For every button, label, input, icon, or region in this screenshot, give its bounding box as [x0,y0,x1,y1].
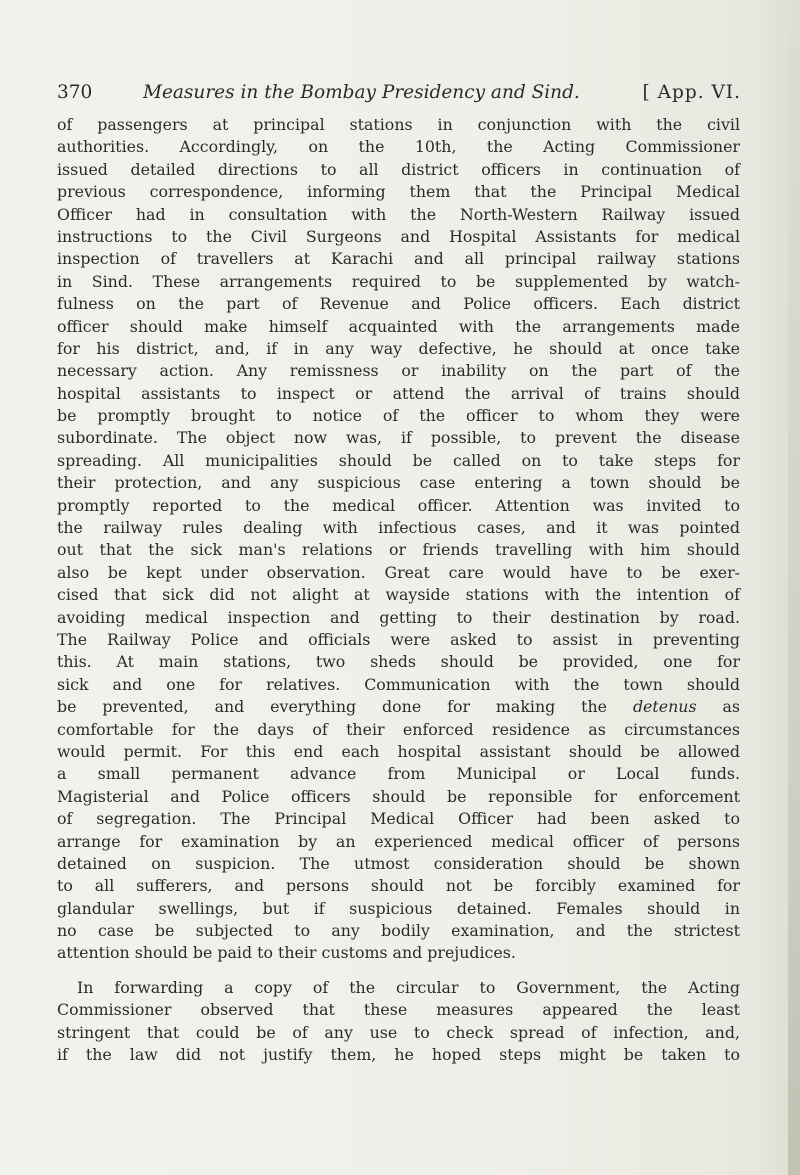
paragraph1-line: officer should make himself acquainted with the arrangements made [57,316,740,336]
paragraph1-line: of passengers at principal stations in conjunction with the civil [57,115,740,134]
paragraph1-line: arrange for examination by an experienced medical officer of persons [57,831,740,851]
paragraph1-line: The Railway Police and officials were asked to assist in preventing [57,629,740,649]
paragraph2-line: stringent that could be of any use to check spread of infection, and, [57,1022,740,1042]
paragraph2-line: In forwarding a copy of the circular to Government, the Acting [77,977,740,997]
paragraph1-line: also be kept under observation. Great care would have to be exer- [57,562,740,582]
paragraph1-line: inspection of travellers at Karachi and all principal railway stations [57,249,740,269]
page-header [57,82,743,112]
appendix-reference: [ App. VI. [642,82,741,103]
paragraph1-line: for his district, and, if in any way defective, he should at once take [57,338,740,358]
running-title: Measures in the Bombay Presidency and Sind. [143,82,580,103]
paragraph1-line: previous correspondence, informing them that the Principal Medical [57,182,740,202]
page-number: 370 [57,82,93,103]
paragraph1-line: to all sufferers, and persons should not be forcibly examined for [57,876,740,896]
paragraph1-line: comfortable for the days of their enforced residence as circumstances [57,719,740,739]
paragraph1-line: instructions to the Civil Surgeons and Hospital Assistants for medical [57,226,740,246]
paragraph1-line: spreading. All municipalities should be called on to take steps for [57,450,740,470]
paragraph2-line: if the law did not justify them, he hoped steps might be taken to [57,1045,740,1065]
paragraph1-line: of segregation. The Principal Medical Officer had been asked to [57,809,740,829]
paragraph1-line: no case be subjected to any bodily examination, and the strictest [57,921,740,941]
paragraph1-line: necessary action. Any remissness or inability on the part of the [57,361,740,381]
paragraph1-line: the railway rules dealing with infectious cases, and it was pointed [57,518,740,538]
paragraph-gap [57,965,740,977]
paragraph1-line: be prevented, and everything done for making the detenus as [57,697,740,717]
paragraph2-line: Commissioner observed that these measures appeared the least [57,1000,740,1020]
paragraph1-line: would permit. For this end each hospital assistant should be allowed [57,741,740,761]
paragraph1-line: out that the sick man's relations or friends travelling with him should [57,540,740,560]
paragraph1-line: a small permanent advance from Municipal or Local funds. [57,764,740,784]
paragraph1-line: fulness on the part of Revenue and Police officers. Each district [57,294,740,314]
paragraph1-line: promptly reported to the medical officer. Attention was invited to [57,495,740,515]
paragraph1-line: subordinate. The object now was, if possible, to prevent the disease [57,428,740,448]
paragraph1-line: their protection, and any suspicious case entering a town should be [57,473,740,493]
paragraph1-line: in Sind. These arrangements required to be supplemented by watch- [57,271,740,291]
body-text [57,114,740,1066]
paragraph1-line: issued detailed directions to all district officers in continuation of [57,159,740,179]
paragraph1-line: sick and one for relatives. Communication with the town should [57,674,740,694]
paragraph1-line: be promptly brought to notice of the officer to whom they were [57,406,740,426]
paragraph1-line: authorities. Accordingly, on the 10th, the Acting Commissioner [57,137,740,157]
paragraph1-line: detained on suspicion. The utmost consideration should be shown [57,853,740,873]
paragraph1-line: glandular swellings, but if suspicious detained. Females should in [57,898,740,918]
paragraph1-line: avoiding medical inspection and getting to their destination by road. [57,607,740,627]
paragraph1-line: cised that sick did not alight at wayside stations with the intention of [57,585,740,605]
paragraph1-line: Magisterial and Police officers should be reponsible for enforcement [57,786,740,806]
page-edge-shadow [788,0,800,1175]
paragraph1-line: this. At main stations, two sheds should be provided, one for [57,652,740,672]
italic-term: detenus [632,697,697,717]
paragraph1-line: Officer had in consultation with the North-Western Railway issued [57,204,740,224]
paragraph1-line: attention should be paid to their customs and prejudices. [57,943,516,963]
paragraph1-line: hospital assistants to inspect or attend the arrival of trains should [57,383,740,403]
